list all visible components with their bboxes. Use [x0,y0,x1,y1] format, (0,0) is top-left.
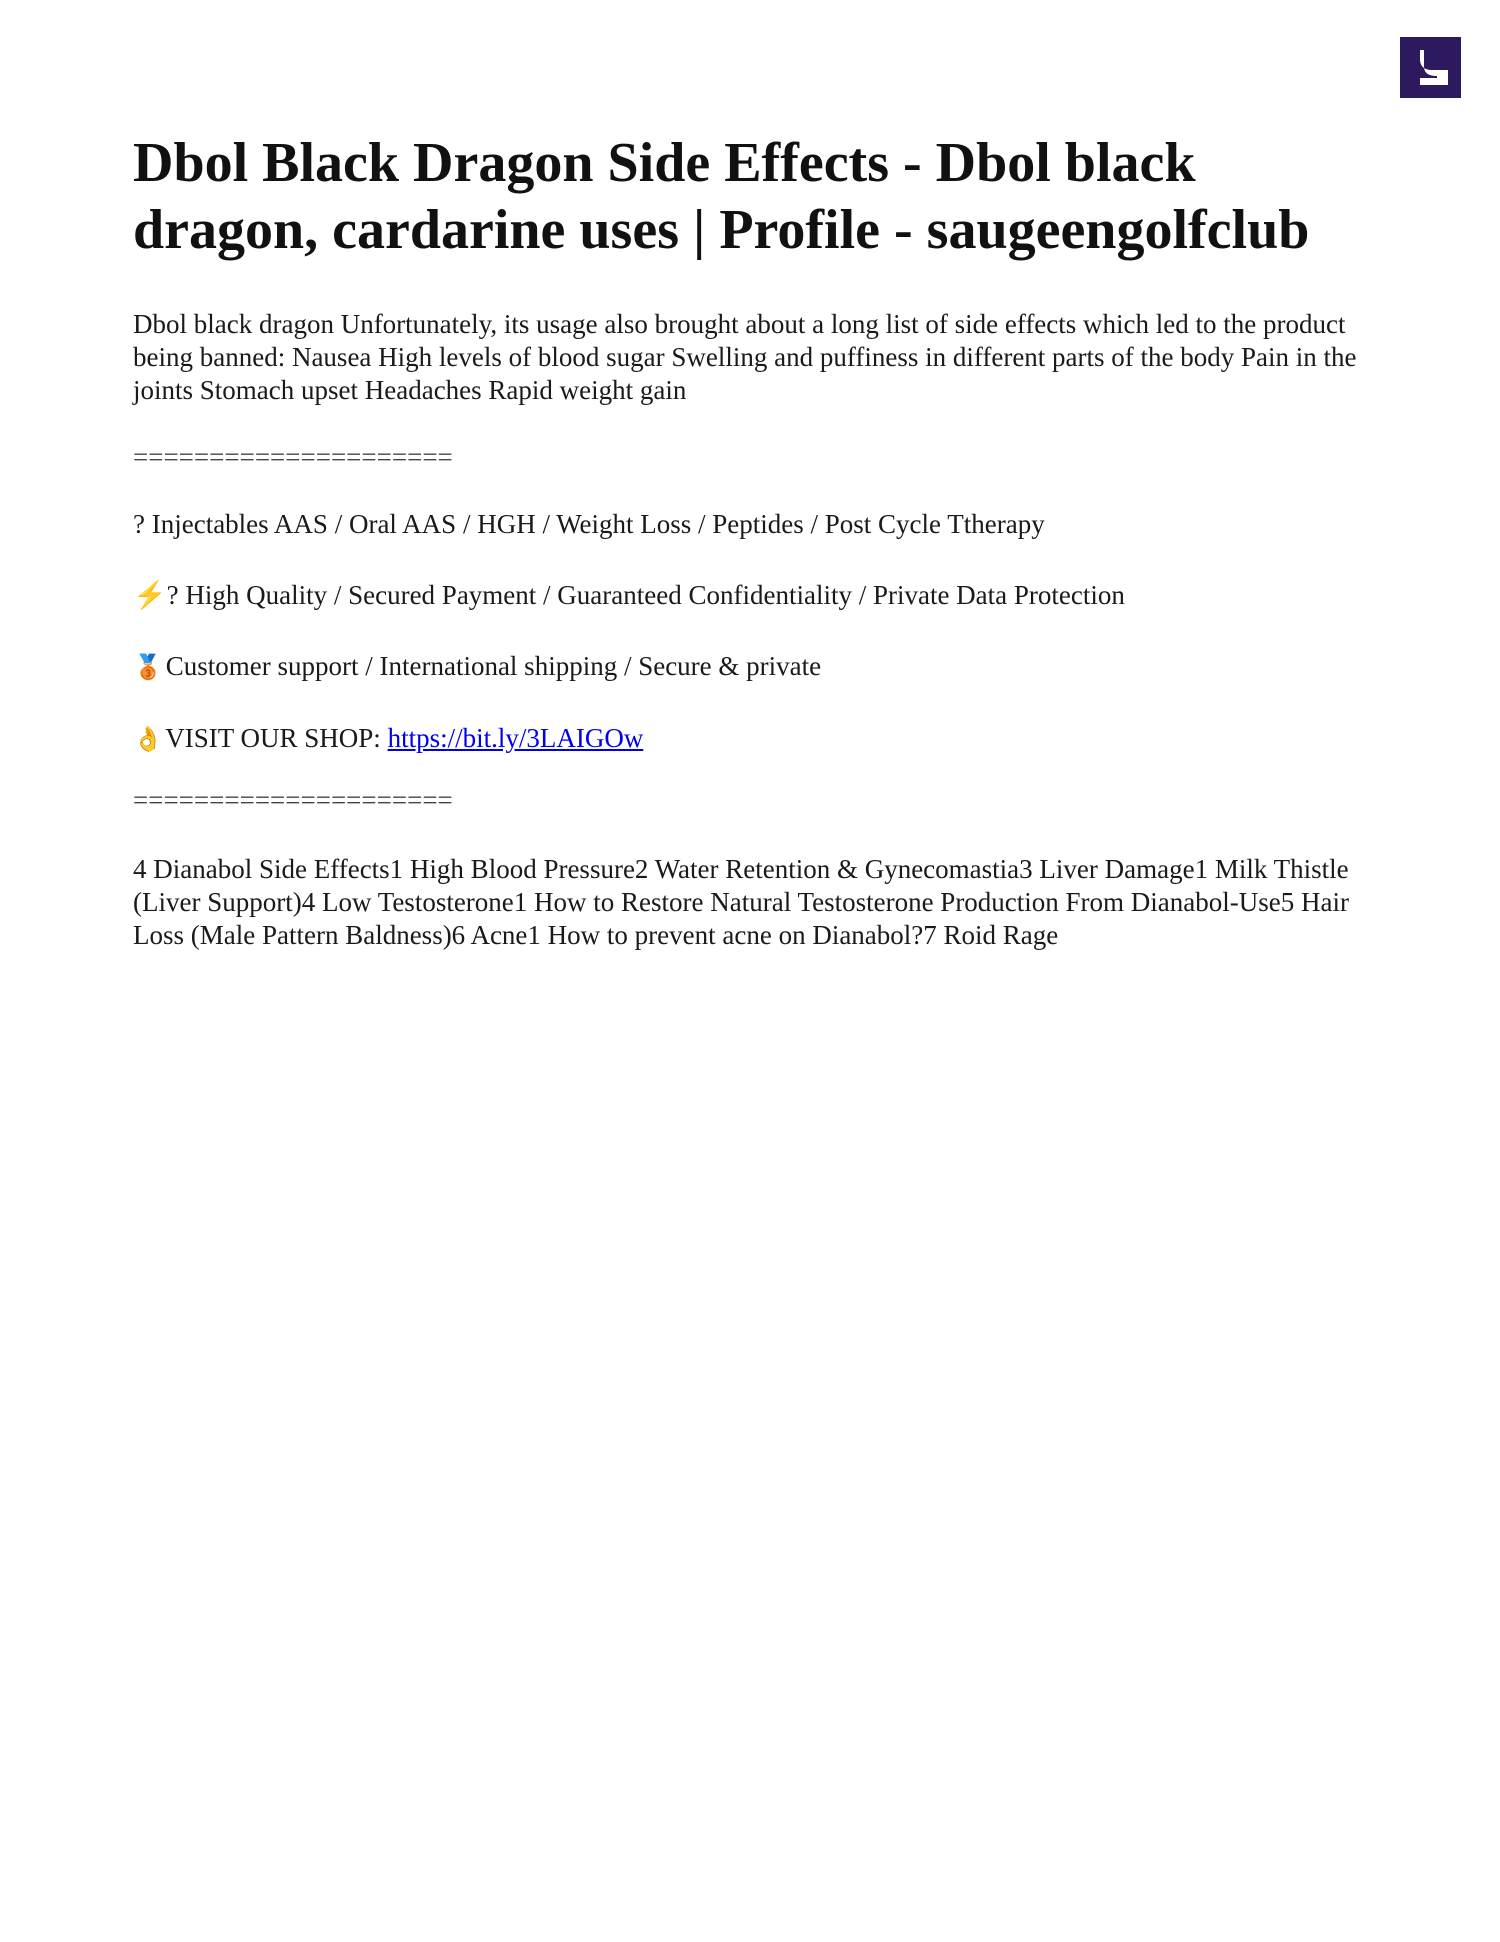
divider-bottom: ===================== [133,785,453,815]
shop-link[interactable]: https://bit.ly/3LAIGOw [387,723,644,753]
feature-products-text: Injectables AAS / Oral AAS / HGH / Weight Loss / Peptides / Post Cycle Ttherapy [151,509,1045,539]
feature-support [133,650,1373,684]
feature-support-text: Customer support / International shipping / Secure & private [165,651,822,681]
feature-shop [133,722,1373,756]
feature-products [133,508,1373,541]
brand-logo-icon [1400,37,1461,98]
lightning-icon: ⚡? [133,580,179,610]
page-title: Dbol Black Dragon Side Effects - Dbol black dragon, cardarine uses | Profile - saugeengolfclub [133,132,1310,261]
feature-quality [133,579,1373,612]
divider-top: ===================== [133,442,453,472]
page-content [133,130,1373,952]
outline-paragraph: 4 Dianabol Side Effects1 High Blood Pressure2 Water Retention & Gynecomastia3 Liver Damage1 Milk Thistle (Liver Support)4 Low Testosterone1 How to Restore Natural Testosterone Production From Dianabol-Use5 Hair Loss (Male Pattern Baldness)6 Acne1 How to prevent acne on Dianabol?7 Roid Rage [133,854,1349,950]
shop-label: VISIT OUR SHOP: [165,723,381,753]
intro-paragraph: Dbol black dragon Unfortunately, its usage also brought about a long list of side effects which led to the product being banned: Nausea High levels of blood sugar Swelling and puffiness in different parts of the body Pain in the joints Stomach upset Headaches Rapid weight gain [133,309,1357,405]
medal-icon: 🥉 [133,653,163,681]
question-mark-icon: ? [133,509,145,539]
ok-hand-icon: 👌 [133,725,163,753]
feature-quality-text: High Quality / Secured Payment / Guaranteed Confidentiality / Private Data Protection [185,580,1125,610]
